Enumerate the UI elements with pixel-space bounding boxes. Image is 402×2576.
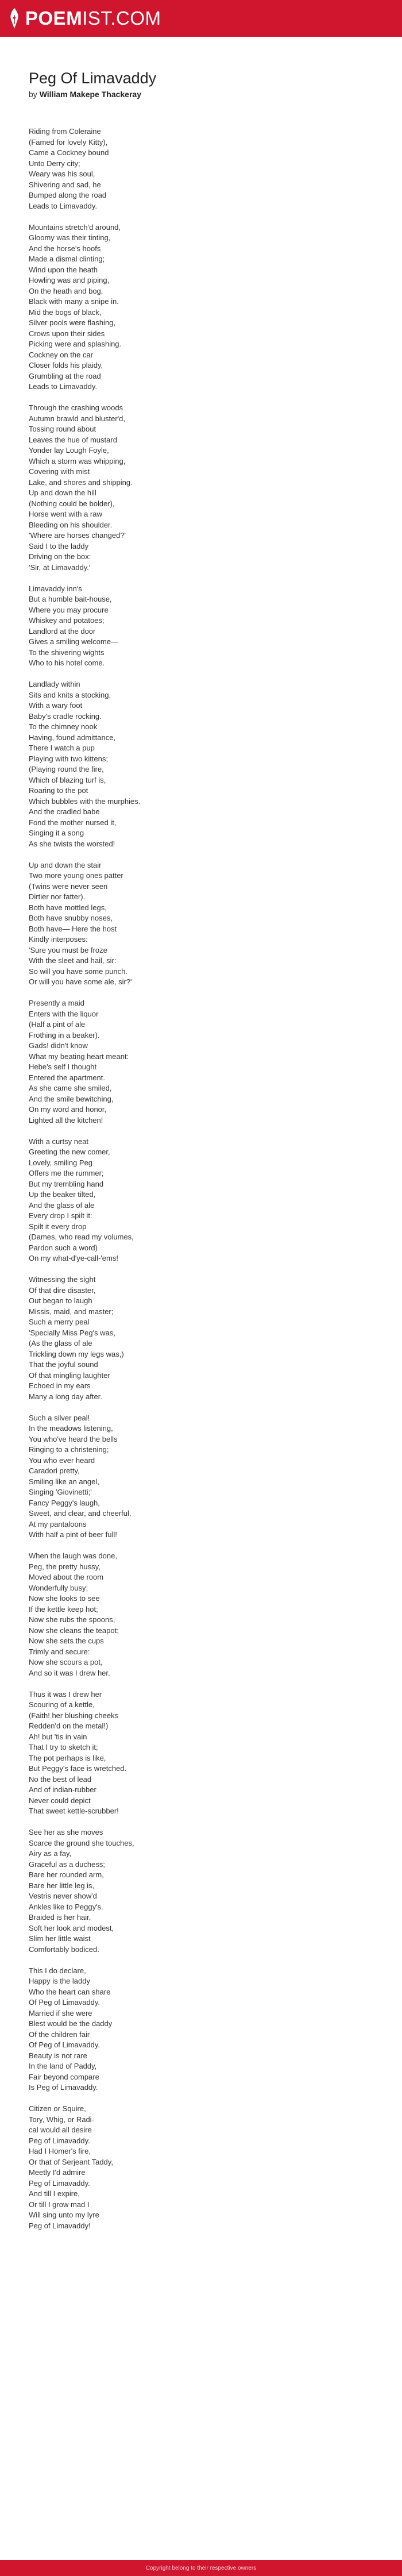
poem-line: Or till I grow mad I [29,2200,90,2209]
poem-line: Fancy Peggy's laugh, [29,1498,100,1507]
stanza [29,222,373,392]
poem-line: Now she cleans the teapot; [29,1626,119,1635]
poem-line: Made a dismal clinting; [29,255,105,263]
poem-line: (Famed for lovely Kitty), [29,137,108,147]
poem-line: Crows upon their sides [29,329,105,338]
poem-line: (Playing round the fire, [29,765,104,773]
poem-line: Up and down the hill [29,488,96,497]
author-link[interactable]: William Makepe Thackeray [39,90,141,99]
poem-line: Yonder lay Lough Foyle, [29,446,109,455]
poem-line: Such a merry peal [29,1318,90,1326]
poem-line: Peg, the pretty hussy, [29,1562,100,1571]
poem-line: (Dames, who read my volumes, [29,1233,134,1241]
poem-line: (Faith! her blushing cheeks [29,1711,119,1720]
poem-line: Riding from Coleraine [29,127,101,136]
poem-line: (Twins were never seen [29,881,108,891]
poem-line: Moved about the room [29,1573,104,1581]
poem-line: Scouring of a kettle, [29,1700,95,1709]
poem-line: There I watch a pup [29,744,95,752]
poem-byline [29,89,373,99]
poem-line: And the glass of ale [29,1200,95,1210]
poem-line: The pot perhaps is like, [29,1753,106,1762]
poem-line: That I try to sketch it; [29,1743,98,1751]
poem-line: Both have— Here the host [29,924,117,933]
poem-line: Landlord at the door [29,626,96,636]
poem-line: Of the children fair [29,2030,90,2039]
poem-line: Or will you have some ale, sir?' [29,977,132,986]
stanza [29,1413,373,1541]
poem-line: Now she sets the cups [29,1637,104,1645]
poem-line: Fair beyond compare [29,2072,99,2081]
poem-line: Hebe's self I thought [29,1062,97,1071]
poem-line: If the kettle keep hot; [29,1604,98,1614]
poem-line: Citizen or Squire, [29,2104,86,2113]
poem-line: Gives a smiling welcome— [29,637,119,646]
poem-line: Unto Derry city; [29,159,80,168]
poem-line: Which of blazing turf is, [29,775,106,784]
poem-body [29,126,373,2231]
poem-line: Ah! but 'tis in vain [29,1732,87,1741]
site-logo[interactable] [8,0,161,37]
stanza [29,1137,373,1264]
poem-line: Whiskey and potatoes; [29,616,105,625]
poem-line: (Half a pint of ale [29,1020,86,1029]
poem-line: Shivering and sad, he [29,180,101,189]
poem-line: Of that dire disaster, [29,1285,96,1295]
poem-line: But my trembling hand [29,1179,104,1188]
poem-line: You who've heard the bells [29,1434,118,1443]
poem-line: Tossing round about [29,425,96,433]
stanza [29,584,373,669]
poem-line: Airy as a fay, [29,1849,72,1858]
logo-part-1: POEM [25,7,83,29]
poem-line: Picking were and splashing. [29,340,122,348]
poem-line: Gloomy was their tinting, [29,233,111,242]
stanza [29,679,373,849]
poem-line: Wind upon the heath [29,265,98,274]
poem-line: Beauty is not rare [29,2051,87,2060]
poem-line: Through the crashing woods [29,403,123,412]
poem-line: Tory, Whig, or Radi- [29,2115,94,2124]
poem-line: Playing with two kittens; [29,754,109,763]
poem-line: Who to his hotel come. [29,659,105,667]
poem-line: Peg of Limavaddy. [29,2136,90,2145]
poem-line: See her as she moves [29,1828,103,1836]
poem-title: Peg Of Limavaddy [29,70,157,87]
poem-line: Horse went with a raw [29,510,102,518]
poem-line: Will sing unto my lyre [29,2211,99,2219]
poem-line: On the heath and bog, [29,286,103,295]
poem-line: Covering with mist [29,467,90,476]
poem-line: Of that mingling laughter [29,1370,110,1380]
poem-line: Witnessing the sight [29,1275,96,1284]
top-header-bar [0,0,402,37]
poem-line: Slim her little waist [29,1934,91,1943]
poem-line: Bleeding on his shoulder. [29,520,113,529]
poem-line: When the laugh was done, [29,1551,117,1560]
poem-line: Dirtier nor fatter). [29,892,86,901]
poem-line: Bare her little leg is, [29,1881,95,1890]
poem-line: Lovely, smiling Peg [29,1158,93,1167]
stanza [29,1966,373,2093]
poem-line: Pardon such a word) [29,1243,98,1252]
poem-line: Or that of Serjeant Taddy, [29,2157,113,2166]
poem-line: Happy is the laddy [29,1977,90,1985]
poem-line: Ringing to a christening; [29,1445,109,1454]
poem-line: 'Specially Miss Peg's was, [29,1328,115,1337]
poem-line: Frothing in a beaker). [29,1030,100,1039]
poem-line: To the shivering wights [29,648,105,657]
poem-line: Driving on the box: [29,552,91,561]
poem-line: (Nothing could be bolder), [29,499,115,508]
stanza [29,998,373,1126]
poem-line: No the best of lead [29,1774,92,1784]
poem-line: Ankles like to Peggy's. [29,1902,103,1911]
poem-line: Comfortably bodiced. [29,1944,99,1954]
poem-line: Autumn brawld and bluster'd, [29,414,125,423]
poem-line: Peg of Limavaddy. [29,2178,90,2188]
poem-line: Up the beaker tilted, [29,1190,96,1199]
poem-line: Which a storm was whipping, [29,456,126,465]
poem-line: Trickling down my legs was,) [29,1349,124,1358]
poem-line: Mid the bogs of black, [29,307,102,317]
poem-line: With a wary foot [29,701,83,710]
poem-line: Closer folds his plaidy, [29,361,103,369]
poem-line: With half a pint of beer full! [29,1530,117,1539]
poem-line: Of Peg of Limavaddy. [29,1998,100,2007]
poem-line: Now she scours a pot, [29,1658,103,1666]
poem-line: And the cradled babe [29,807,100,816]
poem-line: Blest would be the daddy [29,2019,113,2028]
poem-line: Such a silver peal! [29,1413,90,1422]
poem-line: Grumbling at the road [29,371,101,380]
poem-line: Echoed in my ears [29,1381,91,1390]
poem-line: Silver pools were flashing, [29,318,116,327]
poem-line: Bare her rounded arm, [29,1870,104,1879]
poem-line: On my what-d'ye-call-'ems! [29,1254,118,1262]
stanza [29,1827,373,1955]
poem-line: Redden'd on the metal!) [29,1722,109,1730]
poem-line: Presently a maid [29,999,84,1007]
poem-line: As she twists the worsted! [29,839,115,848]
poem-line: Both have snubby noses, [29,914,113,922]
poem-line: Braided is her hair, [29,1913,91,1922]
poem-line: That sweet kettle-scrubber! [29,1807,119,1815]
poem-line: Mountains stretch'd around, [29,222,121,232]
poem-line: Is Peg of Limavaddy. [29,2083,98,2092]
footer-bar [0,2560,402,2576]
stanza [29,1689,373,1817]
poem-line: Graceful as a duchess; [29,1859,105,1869]
poem-line: Bumped along the road [29,191,107,199]
poem-line: Vestris never show'd [29,1892,97,1900]
poem-line: Smiling like an angel, [29,1477,99,1486]
poem-line: Roaring to the pot [29,786,88,795]
logo-wordmark [25,7,161,29]
poem-line: Now she looks to see [29,1594,100,1603]
poem-line: But a humble bait-house, [29,595,112,603]
poem-line: (As the glass of ale [29,1339,92,1347]
poem-line: Cockney on the car [29,350,94,359]
poem-line: Which bubbles with the murphies. [29,796,141,806]
poem-line: Entered the apartment. [29,1073,105,1082]
poem-line: Leads to Limavaddy. [29,201,97,210]
poem-line: Both have mottled legs, [29,903,107,912]
poem-line: Lighted all the kitchen! [29,1115,103,1125]
poem-line: On my word and honor, [29,1105,107,1114]
poem-line: Missis, maid, and master; [29,1307,114,1316]
poem-line: Gads! didn't know [29,1041,88,1050]
poem-line: And the smile bewitching, [29,1094,114,1103]
poem-line: And of indian-rubber [29,1785,96,1794]
poem-line: With a curtsy neat [29,1137,89,1146]
poem-line: Married if she were [29,2008,92,2017]
poem-line: 'Sure you must be froze [29,945,107,954]
poem-line: Up and down the stair [29,860,102,869]
copyright-text: Copyright belong to their respective owners [145,2565,257,2571]
poem-line: Came a Cockney bound [29,148,109,157]
poem-line: In the meadows listening, [29,1424,113,1433]
logo-part-2: IST.COM [82,7,161,29]
poem-line: Leads to Limavaddy. [29,382,97,391]
poem-line: And till I expire, [29,2189,80,2198]
poem-line: And the horse's hoofs [29,244,101,253]
by-label: by [29,90,37,99]
poem-line: Never could depict [29,1796,91,1805]
poem-line: Baby's cradle rocking. [29,711,102,721]
stanza [29,860,373,988]
poem-content [29,69,373,2242]
poem-line: This I do declare, [29,1966,86,1975]
poem-line: That the joyful sound [29,1360,98,1369]
poem-line: Caradori pretty, [29,1466,80,1475]
poem-line: Fond the mother nursed it, [29,818,117,827]
poem-line: Leaves the hue of mustard [29,435,117,444]
poem-line: Wonderfully busy; [29,1583,88,1592]
poem-line: Many a long day after. [29,1392,102,1401]
poem-line: Limavaddy inn's [29,584,82,593]
poem-line: Lake, and shores and shipping. [29,478,133,487]
stanza [29,126,373,211]
poem-line: Thus it was I drew her [29,1689,102,1699]
stanza [29,1551,373,1678]
poem-line: As she came she smiled, [29,1084,112,1092]
poem-line: And so it was I drew her. [29,1668,110,1677]
poem-line: Out began to laugh [29,1296,92,1305]
poem-line: Howling was and piping, [29,276,110,284]
poem-line: Every drop I spilt it: [29,1211,92,1220]
poem-line: Sweet, and clear, and cheerful, [29,1509,132,1518]
poem-line: What my beating heart meant: [29,1052,129,1061]
poem-line: Two more young ones patter [29,871,123,880]
stanza [29,403,373,573]
poem-line: Offers me the rummer; [29,1169,104,1177]
poem-line: Where you may procure [29,605,109,614]
poem-line: In the land of Paddy, [29,2062,97,2070]
poem-line: With the sleet and hail, sir: [29,956,117,965]
poem-line: Greeting the new comer, [29,1148,110,1156]
poem-line: To the chimney nook [29,722,98,731]
poem-line: Black with many a snipe in. [29,297,119,306]
poem-line: Scarce the ground she touches, [29,1838,134,1847]
poem-line: So will you have some punch. [29,967,127,976]
poem-line: Trimly and secure: [29,1647,90,1656]
poem-line: Sits and knits a stocking, [29,690,111,699]
poem-line: Enters with the liquor [29,1009,99,1018]
poem-line: Singing it a song [29,829,84,837]
poem-line: Said I to the laddy [29,541,89,550]
poem-line: Meetly I'd admire [29,2168,86,2177]
poem-line: 'Sir, at Limavaddy.' [29,563,91,572]
poem-line: Spilt it every drop [29,1222,87,1231]
poem-line: Who the heart can share [29,1987,111,1996]
stanza [29,1274,373,1402]
poem-line: Now she rubs the spoons, [29,1615,115,1624]
poem-line: At my pantaloons [29,1519,87,1528]
poem-line: cal would all desire [29,2126,92,2134]
poem-line: Peg of Limavaddy! [29,2221,91,2230]
poem-line: You who ever heard [29,1456,95,1465]
pen-nib-icon [8,7,21,30]
poem-line: Had I Homer's fire, [29,2147,91,2155]
poem-line: Singing 'Giovinetti;' [29,1488,92,1496]
poem-line: Having, found admittance, [29,733,116,742]
poem-line: Of Peg of Limavaddy. [29,2040,100,2049]
poem-line: Kindly interposes: [29,935,88,944]
poem-line: Landlady within [29,680,80,688]
poem-line: But Peggy's face is wretched. [29,1764,127,1773]
poem-line: Weary was his soul, [29,170,95,178]
poem-line: 'Where are horses changed?' [29,531,126,540]
stanza [29,2104,373,2231]
poem-line: Soft her look and modest, [29,1923,114,1932]
